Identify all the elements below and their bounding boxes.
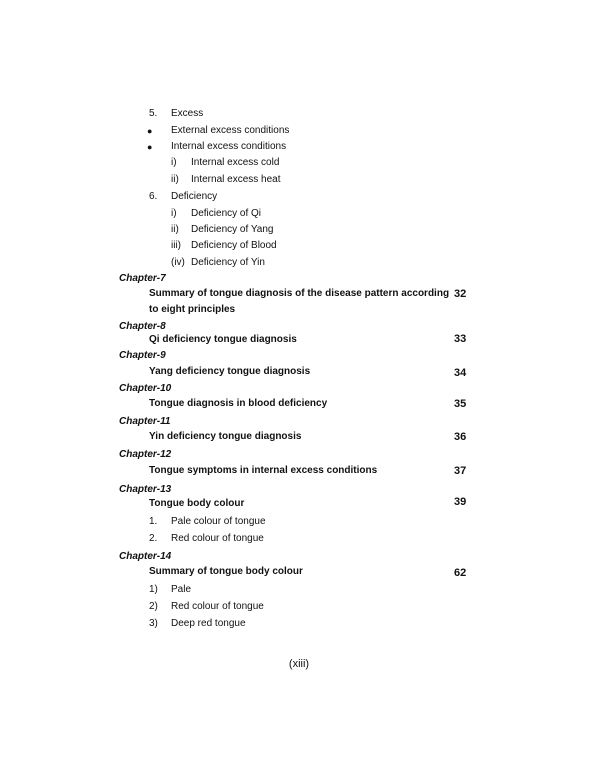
chapter-title: Summary of tongue body colour <box>149 566 303 577</box>
list-item-label: Excess <box>171 108 204 119</box>
page-number: 32 <box>454 288 467 300</box>
sublist-label: Deficiency of Yin <box>191 257 265 268</box>
list-number: 2. <box>149 533 158 544</box>
list-number: 6. <box>149 191 158 202</box>
chapter-title: Qi deficiency tongue diagnosis <box>149 334 297 345</box>
page-number: 33 <box>454 333 467 345</box>
chapter-title: Tongue diagnosis in blood deficiency <box>149 398 328 409</box>
sublist-marker: ii) <box>171 224 179 235</box>
chapter-label: Chapter-8 <box>119 321 166 332</box>
sublist-marker: i) <box>171 208 177 219</box>
sublist-label: Deficiency of Blood <box>191 240 277 251</box>
list-item-label: Deficiency <box>171 191 218 202</box>
chapter-label: Chapter-7 <box>119 273 166 284</box>
list-number: 3) <box>149 618 158 629</box>
chapter-label: Chapter-13 <box>119 484 172 495</box>
chapter-label: Chapter-14 <box>119 551 172 562</box>
chapter-title: Tongue body colour <box>149 498 245 509</box>
sublist-label: Deficiency of Qi <box>191 208 262 219</box>
chapter-label: Chapter-12 <box>119 449 172 460</box>
list-number: 1. <box>149 516 158 527</box>
bullet-icon: ● <box>147 126 153 136</box>
list-item-label: External excess conditions <box>171 125 290 136</box>
page-number: 36 <box>454 431 467 443</box>
chapter-title: Yang deficiency tongue diagnosis <box>149 366 311 377</box>
sublist-marker: iii) <box>171 240 181 251</box>
list-number: 2) <box>149 601 158 612</box>
chapter-label: Chapter-9 <box>119 350 166 361</box>
page-number: 35 <box>454 398 467 410</box>
page-number: 62 <box>454 567 467 579</box>
list-item-label: Red colour of tongue <box>171 601 264 612</box>
sublist-label: Internal excess heat <box>191 174 281 185</box>
list-number: 5. <box>149 108 158 119</box>
sublist-marker: ii) <box>171 174 179 185</box>
sublist-marker: i) <box>171 157 177 168</box>
page-number: 37 <box>454 465 467 477</box>
list-item-label: Red colour of tongue <box>171 533 264 544</box>
chapter-title: Tongue symptoms in internal excess conditions <box>149 465 378 476</box>
chapter-title: Summary of tongue diagnosis of the disease pattern according <box>149 288 450 299</box>
list-item-label: Pale colour of tongue <box>171 516 266 527</box>
sublist-label: Deficiency of Yang <box>191 224 274 235</box>
sublist-label: Internal excess cold <box>191 157 280 168</box>
page-number: 34 <box>454 367 467 379</box>
bullet-icon: ● <box>147 142 153 152</box>
list-number: 1) <box>149 584 158 595</box>
list-item-label: Deep red tongue <box>171 618 246 629</box>
chapter-label: Chapter-10 <box>119 383 172 394</box>
footer-page-number: (xiii) <box>288 658 310 670</box>
list-item-label: Internal excess conditions <box>171 141 287 152</box>
chapter-title-continued: to eight principles <box>149 304 236 315</box>
chapter-title: Yin deficiency tongue diagnosis <box>149 431 302 442</box>
list-item-label: Pale <box>171 584 192 595</box>
sublist-marker: (iv) <box>171 257 185 268</box>
page-number: 39 <box>454 496 467 508</box>
chapter-label: Chapter-11 <box>119 416 171 427</box>
